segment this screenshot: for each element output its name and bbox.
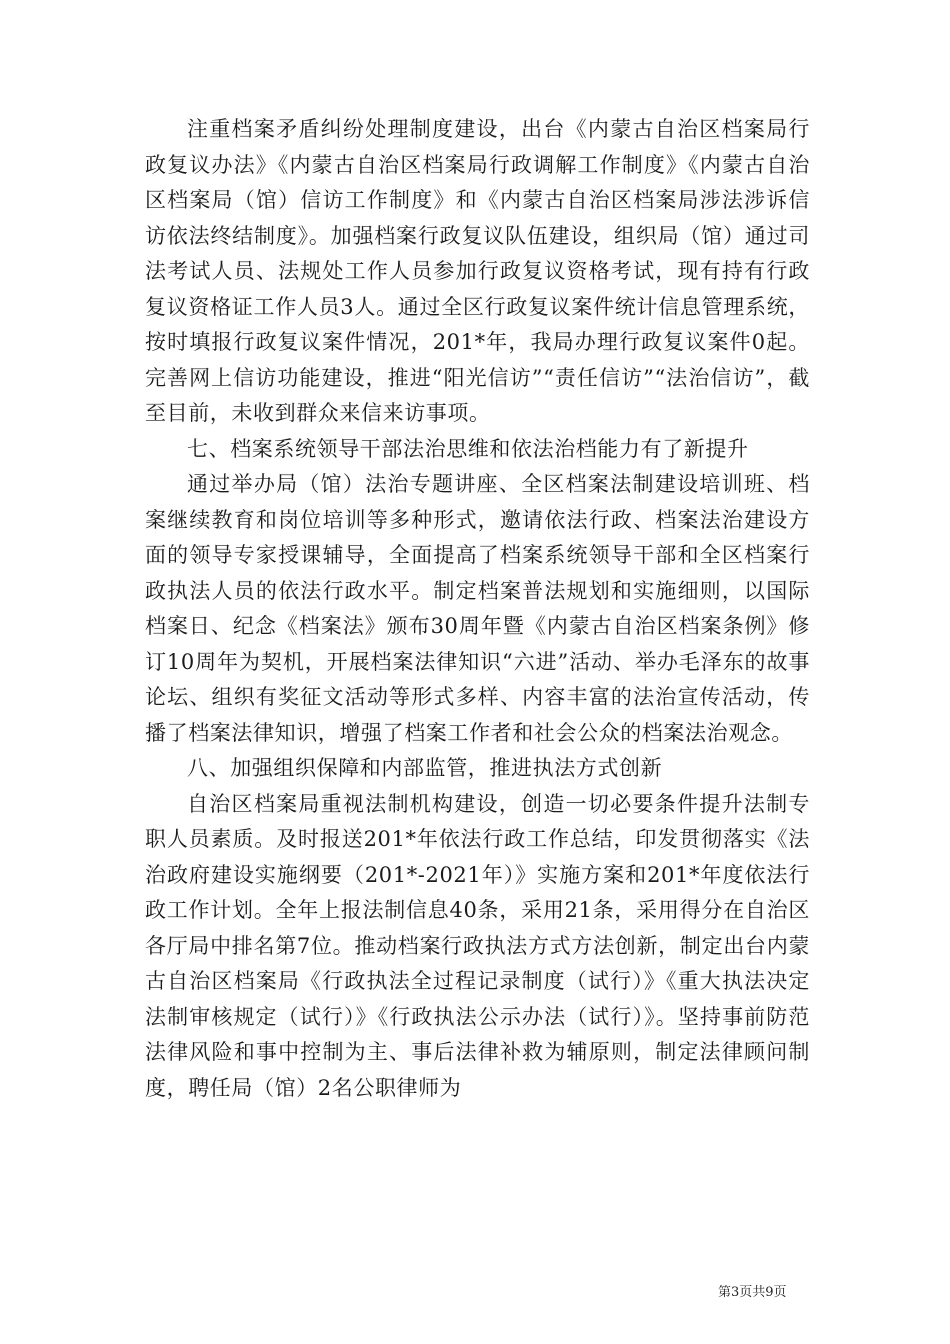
- paragraph-dispute-handling: 注重档案矛盾纠纷处理制度建设，出台《内蒙古自治区档案局行政复议办法》《内蒙古自治区档案局行政调解工作制度》《内蒙古自治区档案局（馆）信访工作制度》和《内蒙古自治区档案局涉法涉诉信访依法终结制度》。加强档案行政复议队伍建设，组织局（馆）通过司法考试人员、法规处工作人员参加行政复议资格考试，现有持有行政复议资格证工作人员3人。通过全区行政复议案件统计信息管理系统，按时填报行政复议案件情况，201*年，我局办理行政复议案件0起。完善网上信访功能建设，推进“阳光信访”“责任信访”“法治信访”，截至目前，未收到群众来信来访事项。: [145, 117, 810, 425]
- section-heading-7: 七、档案系统领导干部法治思维和依法治档能力有了新提升: [187, 436, 749, 461]
- document-page: [145, 112, 810, 1106]
- paragraph-organization-support: 自治区档案局重视法制机构建设，创造一切必要条件提升法制专职人员素质。及时报送201*年依法行政工作总结，印发贯彻落实《法治政府建设实施纲要（201*-2021年）》实施方案和201*年度依法行政工作计划。全年上报法制信息40条，采用21条，采用得分在自治区各厅局中排名第7位。推动档案行政执法方式方法创新，制定出台内蒙古自治区档案局《行政执法全过程记录制度（试行）》《重大执法决定法制审核规定（试行）》《行政执法公示办法（试行）》。坚持事前防范法律风险和事中控制为主、事后法律补救为辅原则，制定法律顾问制度，聘任局（馆）2名公职律师为: [145, 791, 810, 1100]
- section-heading-8: 八、加强组织保障和内部监管，推进执法方式创新: [187, 756, 663, 780]
- paragraph-legal-training: 通过举办局（馆）法治专题讲座、全区档案法制建设培训班、档案继续教育和岗位培训等多种形式，邀请依法行政、档案法治建设方面的领导专家授课辅导，全面提高了档案系统领导干部和全区档案行政执法人员的依法行政水平。制定档案普法规划和实施细则，以国际档案日、纪念《档案法》颁布30周年暨《内蒙古自治区档案条例》修订10周年为契机，开展档案法律知识“六进”活动、举办毛泽东的故事论坛、组织有奖征文活动等形式多样、内容丰富的法治宣传活动，传播了档案法律知识，增强了档案工作者和社会公众的档案法治观念。: [145, 472, 810, 745]
- page-number-footer: 第3页共9页: [718, 1285, 787, 1300]
